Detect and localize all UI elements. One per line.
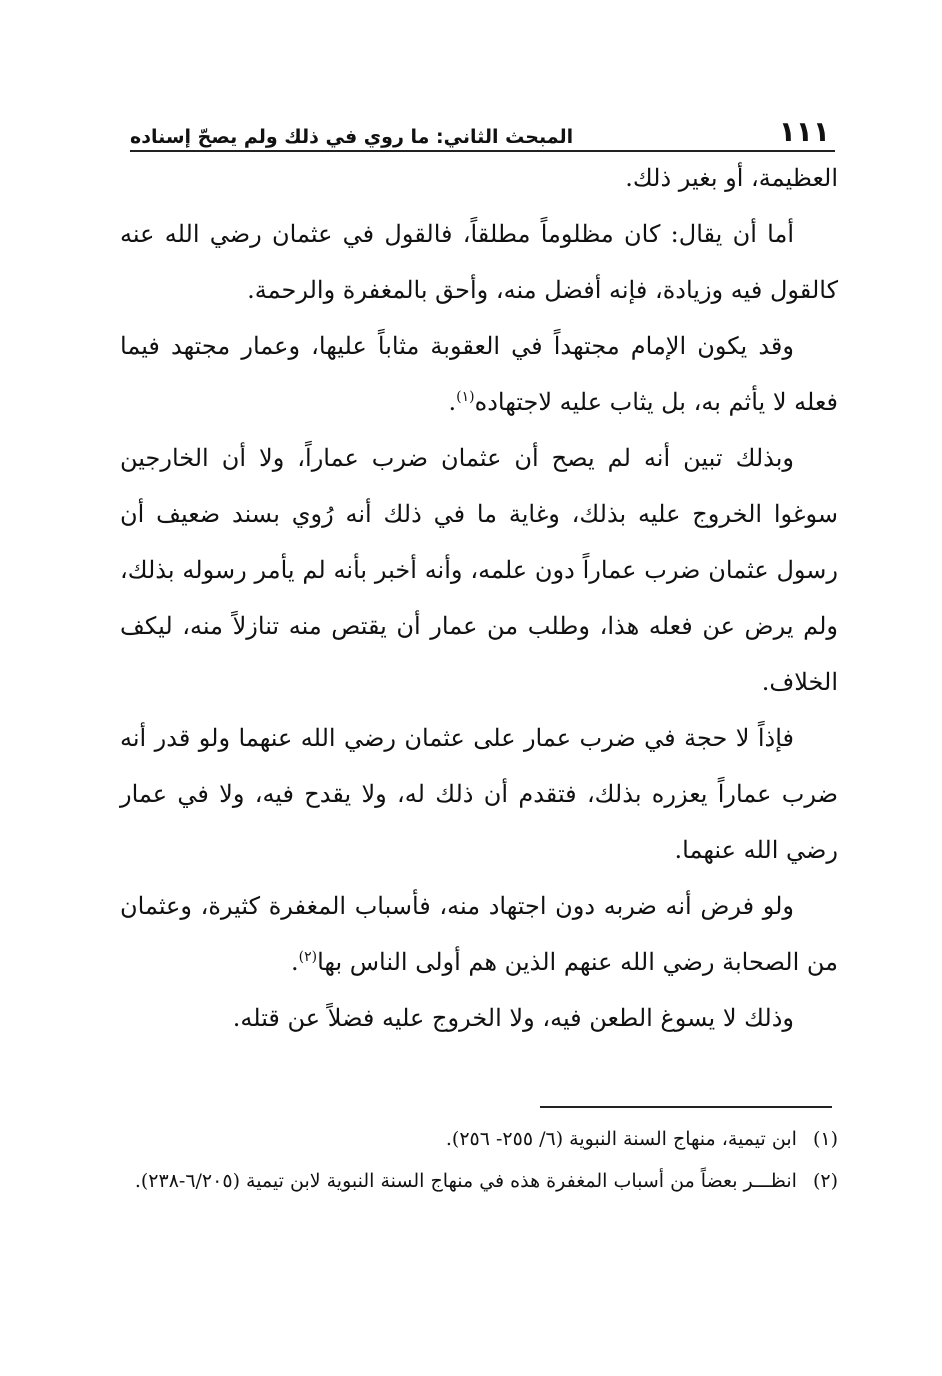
paragraph: فإذاً لا حجة في ضرب عمار على عثمان رضي الله عنهما ولو قدر أنه ضرب عماراً يعزره بذلك، فتقدم أن ذلك له، ولا يقدح فيه، ولا في عمار رضي الله عنهما. xyxy=(120,724,838,864)
footnote-number: (١) xyxy=(812,1128,838,1150)
footnote-ref: (٢) xyxy=(298,949,318,965)
footnote-ref: (١) xyxy=(456,389,475,405)
paragraph: ولو فرض أنه ضربه دون اجتهاد منه، فأسباب المغفرة كثيرة، وعثمان من الصحابة رضي الله عنهم الذين هم أولى الناس بها$^{(٢)}$. xyxy=(120,892,838,976)
footnote-text: انظـــر بعضاً من أسباب المغفرة هذه في منهاج السنة النبوية لابن تيمية (٦/٢٠٥-٢٣٨). xyxy=(134,1170,797,1192)
footnotes xyxy=(120,1118,838,1202)
footnote-separator xyxy=(540,1106,832,1108)
body-text xyxy=(120,150,838,1046)
footnote xyxy=(120,1118,838,1160)
page-header xyxy=(130,108,830,148)
paragraph: وقد يكون الإمام مجتهداً في العقوبة مثاباً عليها، وعمار مجتهد فيما فعله لا يأثم به، بل يثاب عليه لاجتهاده$^{(١)}$. xyxy=(120,332,838,416)
footnote xyxy=(120,1160,838,1202)
page-number: ١١١ xyxy=(778,115,830,148)
running-title: المبحث الثاني: ما روي في ذلك ولم يصحّ إسناده xyxy=(130,126,574,148)
paragraph: أما أن يقال: كان مظلوماً مطلقاً، فالقول في عثمان رضي الله عنه كالقول فيه وزيادة، فإنه أفضل منه، وأحق بالمغفرة والرحمة. xyxy=(120,220,838,304)
paragraph: وبذلك تبين أنه لم يصح أن عثمان ضرب عماراً، ولا أن الخارجين سوغوا الخروج عليه بذلك، وغاية ما في ذلك أنه رُوي بسند ضعيف أن رسول عثمان ضرب عماراً دون علمه، وأنه أخبر بأنه لم يأمر رسوله بذلك، ولم يرض عن فعله هذا، وطلب من عمار أن يقتص منه تنازلاً منه، ليكف الخلاف. xyxy=(120,444,838,696)
footnote-text: ابن تيمية، منهاج السنة النبوية (٦/ ٢٥٥- ٢٥٦). xyxy=(445,1128,797,1150)
paragraph: العظيمة، أو بغير ذلك. xyxy=(625,164,838,192)
footnote-number: (٢) xyxy=(812,1170,838,1192)
paragraph: وذلك لا يسوغ الطعن فيه، ولا الخروج عليه فضلاً عن قتله. xyxy=(232,1004,794,1032)
